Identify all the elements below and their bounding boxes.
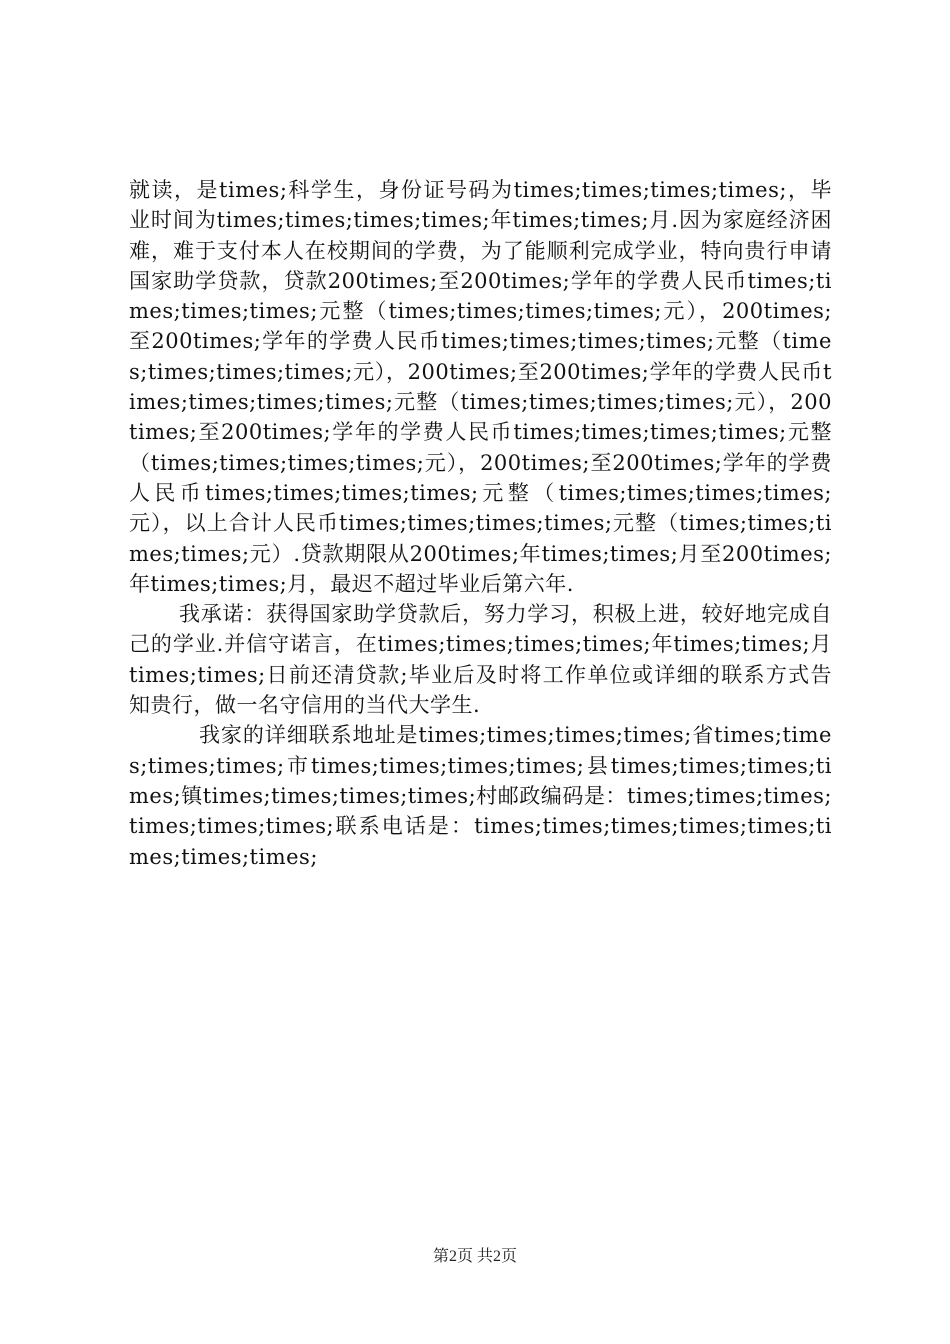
paragraph-contact-info: 我家的详细联系地址是times;times;times;times;省times;times;times;times;市times;times;times;times;县times;times;times;times;镇times;times;times;times;村邮政编码是：times;times;times;times;times;times;联系电话是：times;times;times;times;times;times;times;times; [129,723,832,869]
page-footer: 第2页 共2页 [432,1248,517,1265]
document-body [129,175,832,872]
paragraph-loan-details: 就读，是times;科学生，身份证号码为times;times;times;times;，毕业时间为times;times;times;times;年times;times;月.因为家庭经济困难，难于支付本人在校期间的学费，为了能顺利完成学业，特向贵行申请国家助学贷款，贷款200times;至200times;学年的学费人民币times;times;times;times;元整（times;times;times;times;元），200times;至200times;学年的学费人民币times;times;times;times;元整（times;times;times;times;元），200times;至200times;学年的学费人民币times;times;times;times;元整（times;times;times;times;元），200times;至200times;学年的学费人民币times;times;times;times;元整（times;times;times;times;元），200times;至200times;学年的学费人民币times;times;times;times;元整（times;times;times;times;元），以上合计人民币times;times;times;times;元整（times;times;times;times;元）.贷款期限从200times;年times;times;月至200times;年times;times;月，最迟不超过毕业后第六年. [129,178,832,596]
paragraph-commitment: 我承诺：获得国家助学贷款后，努力学习，积极上进，较好地完成自己的学业.并信守诺言，在times;times;times;times;年times;times;月times;times;日前还清贷款;毕业后及时将工作单位或详细的联系方式告知贵行，做一名守信用的当代大学生. [129,602,832,718]
